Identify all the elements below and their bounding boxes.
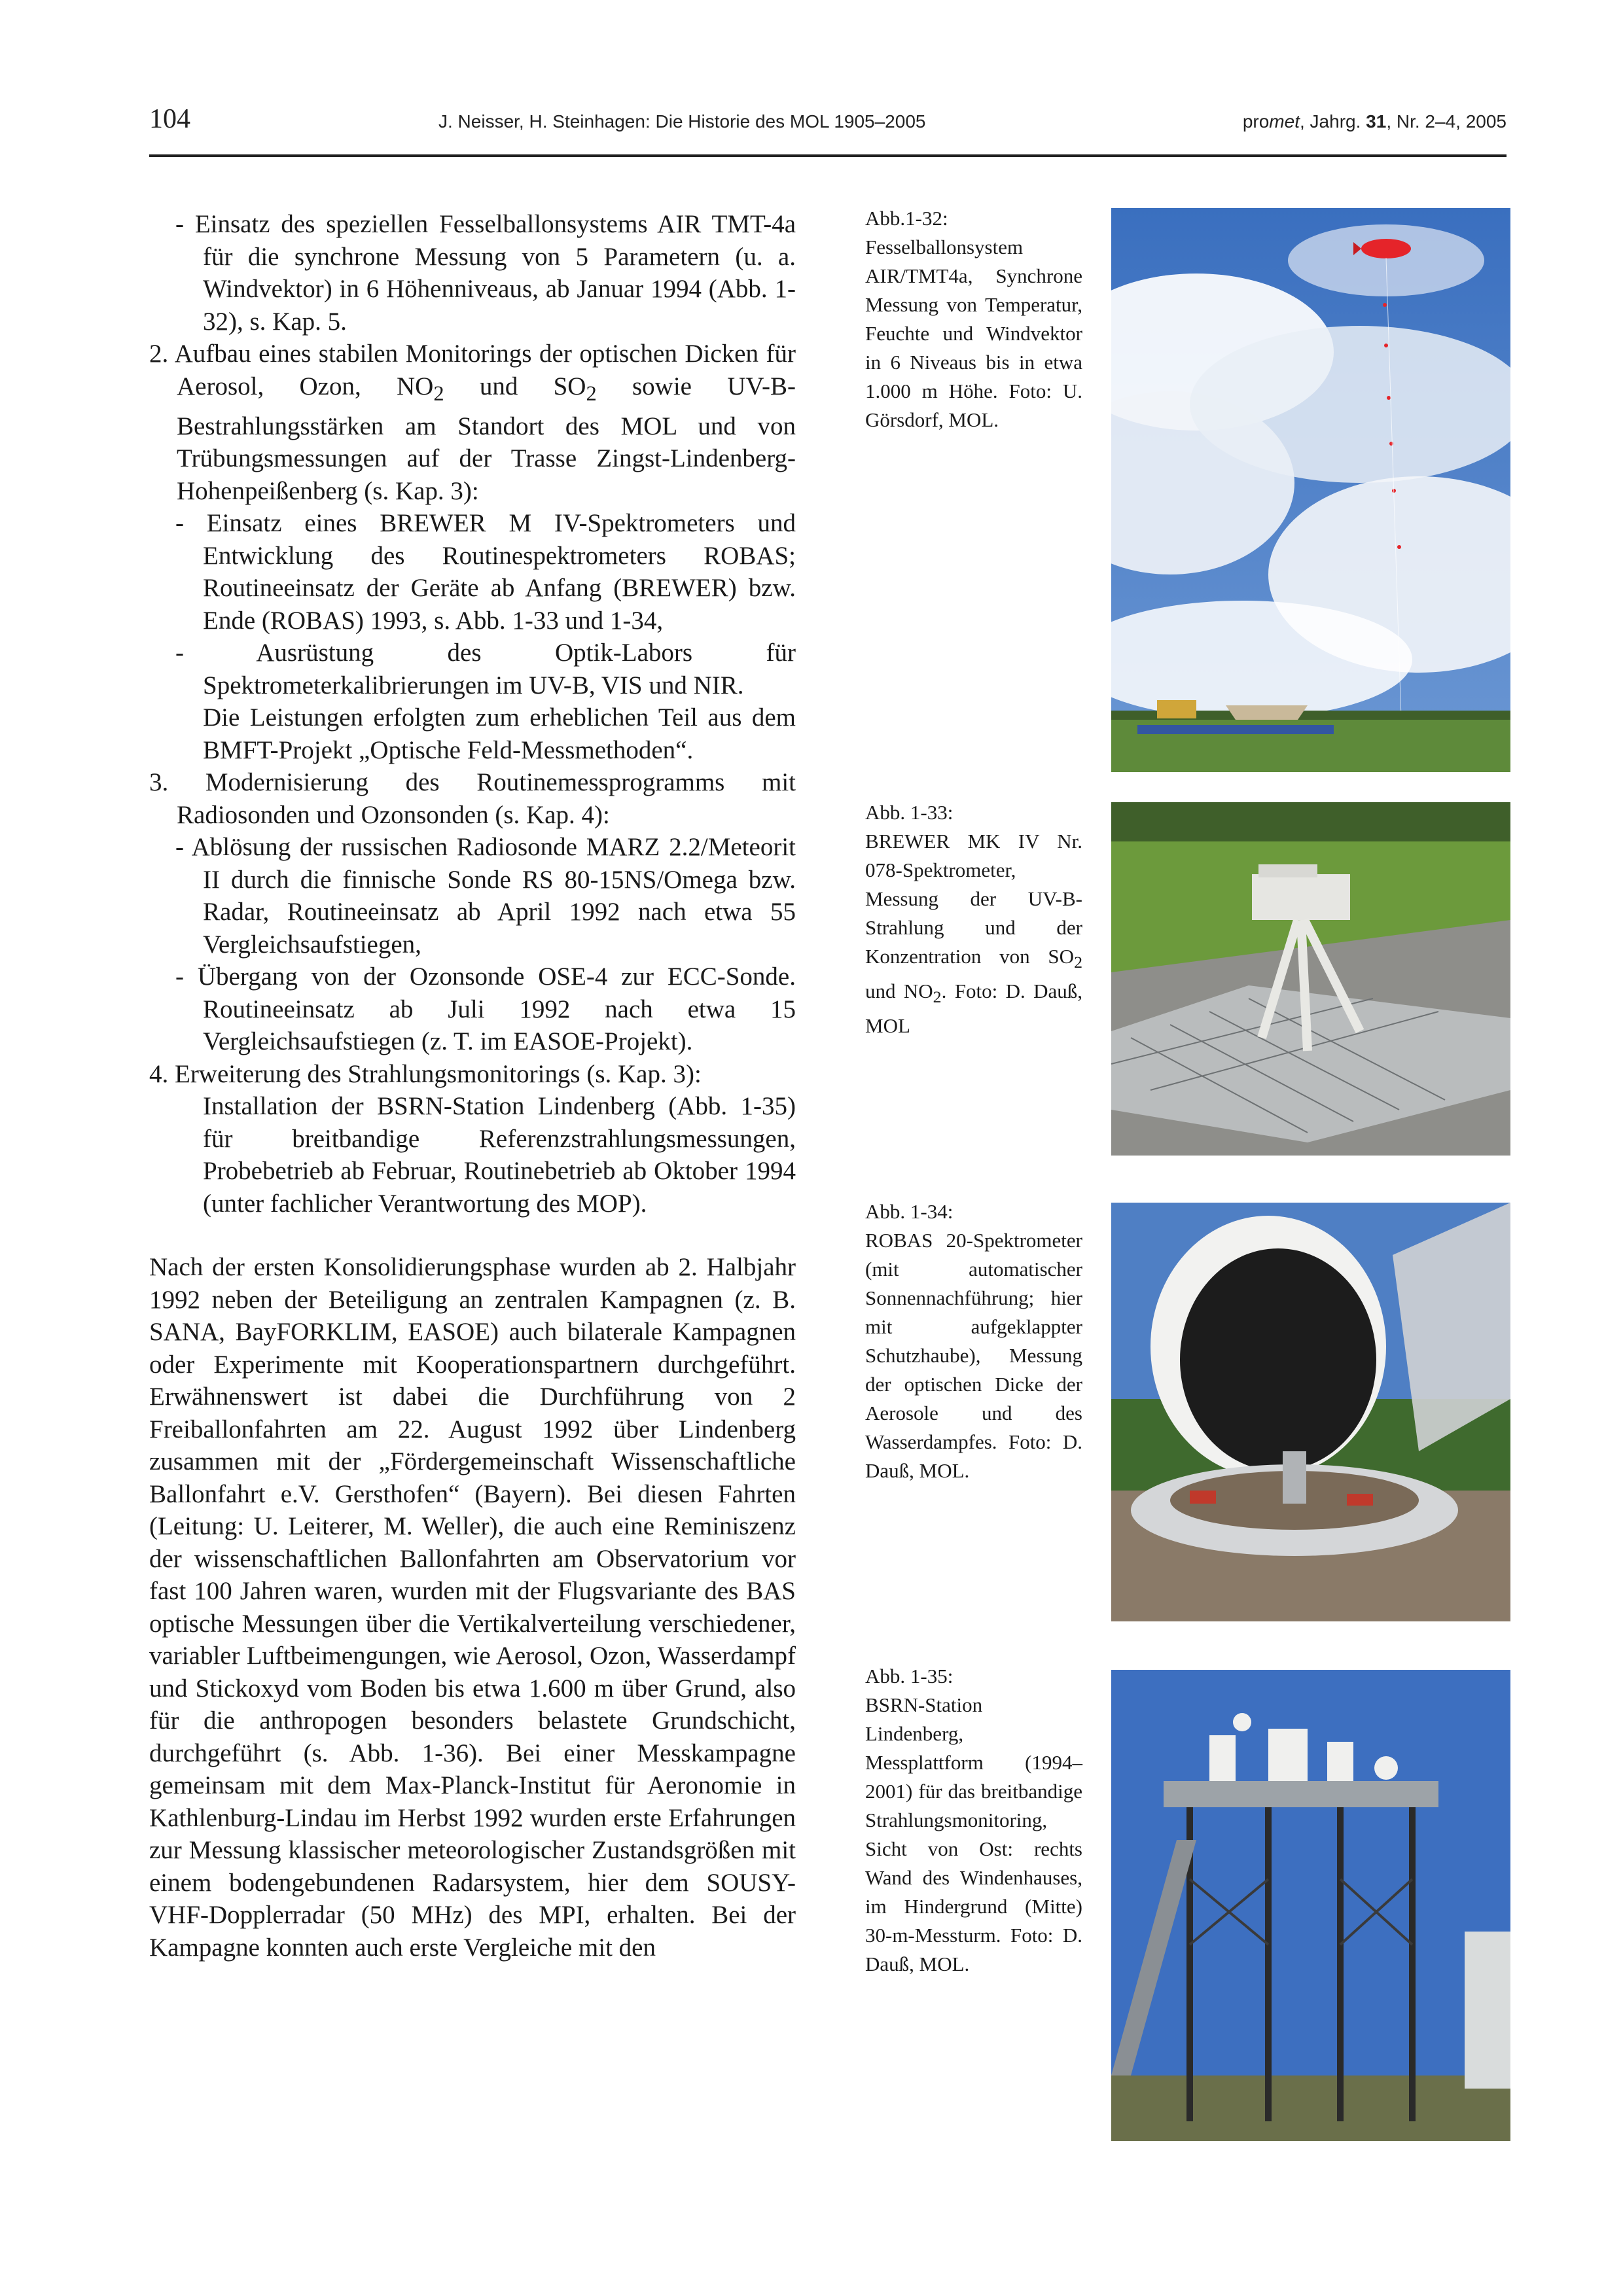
- caption-sub: 2: [933, 987, 942, 1007]
- caption-label: Abb. 1-34:: [865, 1200, 954, 1223]
- bsrn-photo-svg: [1111, 1670, 1510, 2141]
- item-2-optik: - Ausrüstung des Optik-Labors für Spektrometerkalibrierungen im UV-B, VIS und NIR.: [175, 639, 796, 699]
- grass: [1111, 712, 1510, 772]
- caption-part: und NO: [865, 980, 933, 1003]
- photo-fig-1-33-brewer-spectrometer: [1111, 802, 1510, 1156]
- blue-platform: [1137, 725, 1334, 734]
- sub-no2: 2: [433, 381, 444, 406]
- tripod-leg: [1301, 920, 1308, 1051]
- item-2-brewer: - Einsatz eines BREWER M IV-Spektrometers und Entwicklung des Routinespektrometers ROBAS; Routineeinsatz der Geräte ab Anfang (BREWER) bzw. Ende (ROBAS) 1993, s. Abb. 1-33 und 1-34,: [175, 509, 796, 635]
- caption-fig-1-35: [865, 1662, 1082, 1979]
- caption-fig-1-33: [865, 798, 1082, 1040]
- spectrometer-box: [1252, 874, 1350, 920]
- item-3-marz: - Ablösung der russischen Radiosonde MARZ 2.2/Meteorit II durch die finnische Sonde RS 80-15NS/Omega bzw. Radar, Routineeinsatz ab April 1992 nach etwa 55 Vergleichsaufstiegen,: [175, 833, 796, 959]
- robas-photo-svg: [1111, 1203, 1510, 1621]
- caption-text: Fesselballonsystem AIR/TMT4a, Synchrone Messung von Temperatur, Feuchte und Windvektor in 6 Niveaus bis in etwa 1.000 m Höhe. Foto: U. Görsdorf, MOL.: [865, 236, 1082, 431]
- brewer-photo-svg: [1111, 802, 1510, 1156]
- journal-citation: [1243, 111, 1507, 132]
- caption-fig-1-32: [865, 204, 1082, 434]
- winch-yellow: [1157, 700, 1196, 718]
- item-3: 3. Modernisierung des Routinemessprogramms mit Radiosonden und Ozonsonden (s. Kap. 4):: [149, 768, 796, 829]
- photo-fig-1-32-tethered-balloon: [1111, 208, 1510, 772]
- journal-volume: 31: [1366, 111, 1387, 132]
- dome-interior: [1180, 1248, 1376, 1471]
- item-2-note: Die Leistungen erfolgten zum erheblichen Teil aus dem BMFT-Projekt „Optische Feld-Messmethoden“.: [203, 703, 796, 764]
- platform-deck: [1164, 1781, 1438, 1807]
- sub-so2: 2: [586, 381, 597, 406]
- tracker: [1283, 1451, 1306, 1504]
- item-air: - Einsatz des speziellen Fesselballonsystems AIR TMT-4a für die synchrone Messung von 5 Parametern (u. a. Windvektor) in 6 Höhenniveaus, ab Januar 1994 (Abb. 1-32), s. Kap. 5.: [175, 210, 796, 336]
- caption-text: ROBAS 20-Spektrometer (mit automatischer Sonnennachführung; hier mit aufgeklappter Schutzhaube), Messung der optischen Dicke der Aerosole und des Wasserdampfes. Foto: D. Dauß, MOL.: [865, 1229, 1082, 1482]
- journal-prefix: pro: [1242, 111, 1270, 132]
- caption-part: BREWER MK IV Nr. 078-Spektrometer, Messung der UV-B-Strahlung und der Konzentration von SO: [865, 830, 1082, 968]
- body-paragraph: Nach der ersten Konsolidierungsphase wurden ab 2. Halbjahr 1992 neben der Beteiligung an zentralen Kampagnen (z. B. SANA, BayFORKLIM, EASOE) auch bilaterale Kampagnen oder Experimente mit Kooperationspartnern durchgeführt. Erwähnenswert ist dabei die Durchführung von 2 Freiballonfahrten am 22. August 1992 über Lindenberg zusammen mit der „Fördergemeinschaft Wissenschaftliche Ballonfahrt e.V. Gersthofen“ (Bayern). Bei diesen Fahrten (Leitung: U. Leiterer, M. Weller), die auch eine Reminiszenz der wissenschaftlichen Ballonfahrten am Observatorium vor fast 100 Jahren waren, wurden mit der Flugsvariante des BAS optische Messungen über die Vertikalverteilung verschiedener, variabler Luftbeimengungen, wie Aerosol, Ozon, Wasserdampf und Stickoxyd vom Boden bis etwa 1.600 m über Grund, also für die anthropogen besonders belastete Grundschicht, durchgeführt (s. Abb. 1-36). Bei einer Messkampagne gemeinsam mit dem Max-Planck-Institut für Aeronomie in Kathlenburg-Lindau im Herbst 1992 wurden erste Erfahrungen zur Messung klassischer meteorologischer Zustandsgrößen mit einem bodengebundenen Radarsystem, hier dem SOUSY-VHF-Dopplerradar (50 MHz) des MPI, erhalten. Bei der Kampagne konnten auch erste Vergleiche mit den: [149, 1253, 796, 1962]
- item-2-b: und SO: [444, 372, 586, 400]
- winch-house-wall: [1465, 1932, 1510, 2089]
- item-4-text: Installation der BSRN-Station Lindenberg (Abb. 1-35) für breitbandige Referenzstrahlungsmessungen, Probebetrieb ab Februar, Routinebetrieb ab Oktober 1994 (unter fachlicher Verantwortung des MOP).: [203, 1092, 796, 1218]
- caption-label: Abb. 1-33:: [865, 801, 954, 824]
- item-3-ose: - Übergang von der Ozonsonde OSE-4 zur ECC-Sonde. Routineeinsatz ab Juli 1992 nach etwa 15 Vergleichsaufstiegen (z. T. im EASOE-Projekt).: [175, 963, 796, 1056]
- caption-text: BSRN-Station Lindenberg, Messplattform (1994–2001) für das breitbandige Strahlungsmonitoring, Sicht von Ost: rechts Wand des Windenhauses, im Hindergrund (Mitte) 30-m-Messturm. Foto: D. Dauß, MOL.: [865, 1693, 1082, 1975]
- item-2: [149, 338, 796, 507]
- paragraph-gap: [149, 1220, 796, 1251]
- item-4: 4. Erweiterung des Strahlungsmonitorings (s. Kap. 3):: [149, 1059, 702, 1088]
- caption-label: Abb.1-32:: [865, 207, 948, 230]
- caption-sub: 2: [1074, 953, 1082, 972]
- spectrometer-top: [1258, 864, 1317, 877]
- main-text-column: [149, 208, 796, 1964]
- page-number: 104: [149, 104, 190, 134]
- balloon-photo-svg: [1111, 208, 1510, 772]
- red-part: [1347, 1494, 1373, 1506]
- balloon-icon: [1361, 239, 1411, 258]
- red-part: [1190, 1491, 1216, 1504]
- journal-tail: , Nr. 2–4, 2005: [1386, 111, 1507, 132]
- item-2-c: sowie UV-B-Bestrahlungsstärken am Standort des MOL und von Trübungsmessungen auf der Trasse Zingst-Lindenberg-Hohenpeißenberg (s. Kap. 3):: [177, 372, 796, 505]
- ground: [1111, 2075, 1510, 2141]
- caption-part: . Foto: D. Dauß, MOL: [865, 980, 1083, 1038]
- caption-label: Abb. 1-35:: [865, 1665, 954, 1687]
- photo-fig-1-35-bsrn-platform: [1111, 1670, 1510, 2141]
- journal-italic: met: [1269, 111, 1300, 132]
- header-rule: [149, 154, 1507, 157]
- journal-mid: , Jahrg.: [1299, 111, 1366, 132]
- photo-fig-1-34-robas-spectrometer: [1111, 1203, 1510, 1621]
- caption-fig-1-34: [865, 1197, 1082, 1485]
- running-title: J. Neisser, H. Steinhagen: Die Historie des MOL 1905–2005: [438, 111, 926, 132]
- item-2-a: 2. Aufbau eines stabilen Monitorings der optischen Dicken für Aerosol, Ozon, NO: [149, 340, 796, 400]
- caption-text: [865, 827, 1082, 1040]
- winch-dish: [1226, 705, 1308, 720]
- trees: [1111, 802, 1510, 841]
